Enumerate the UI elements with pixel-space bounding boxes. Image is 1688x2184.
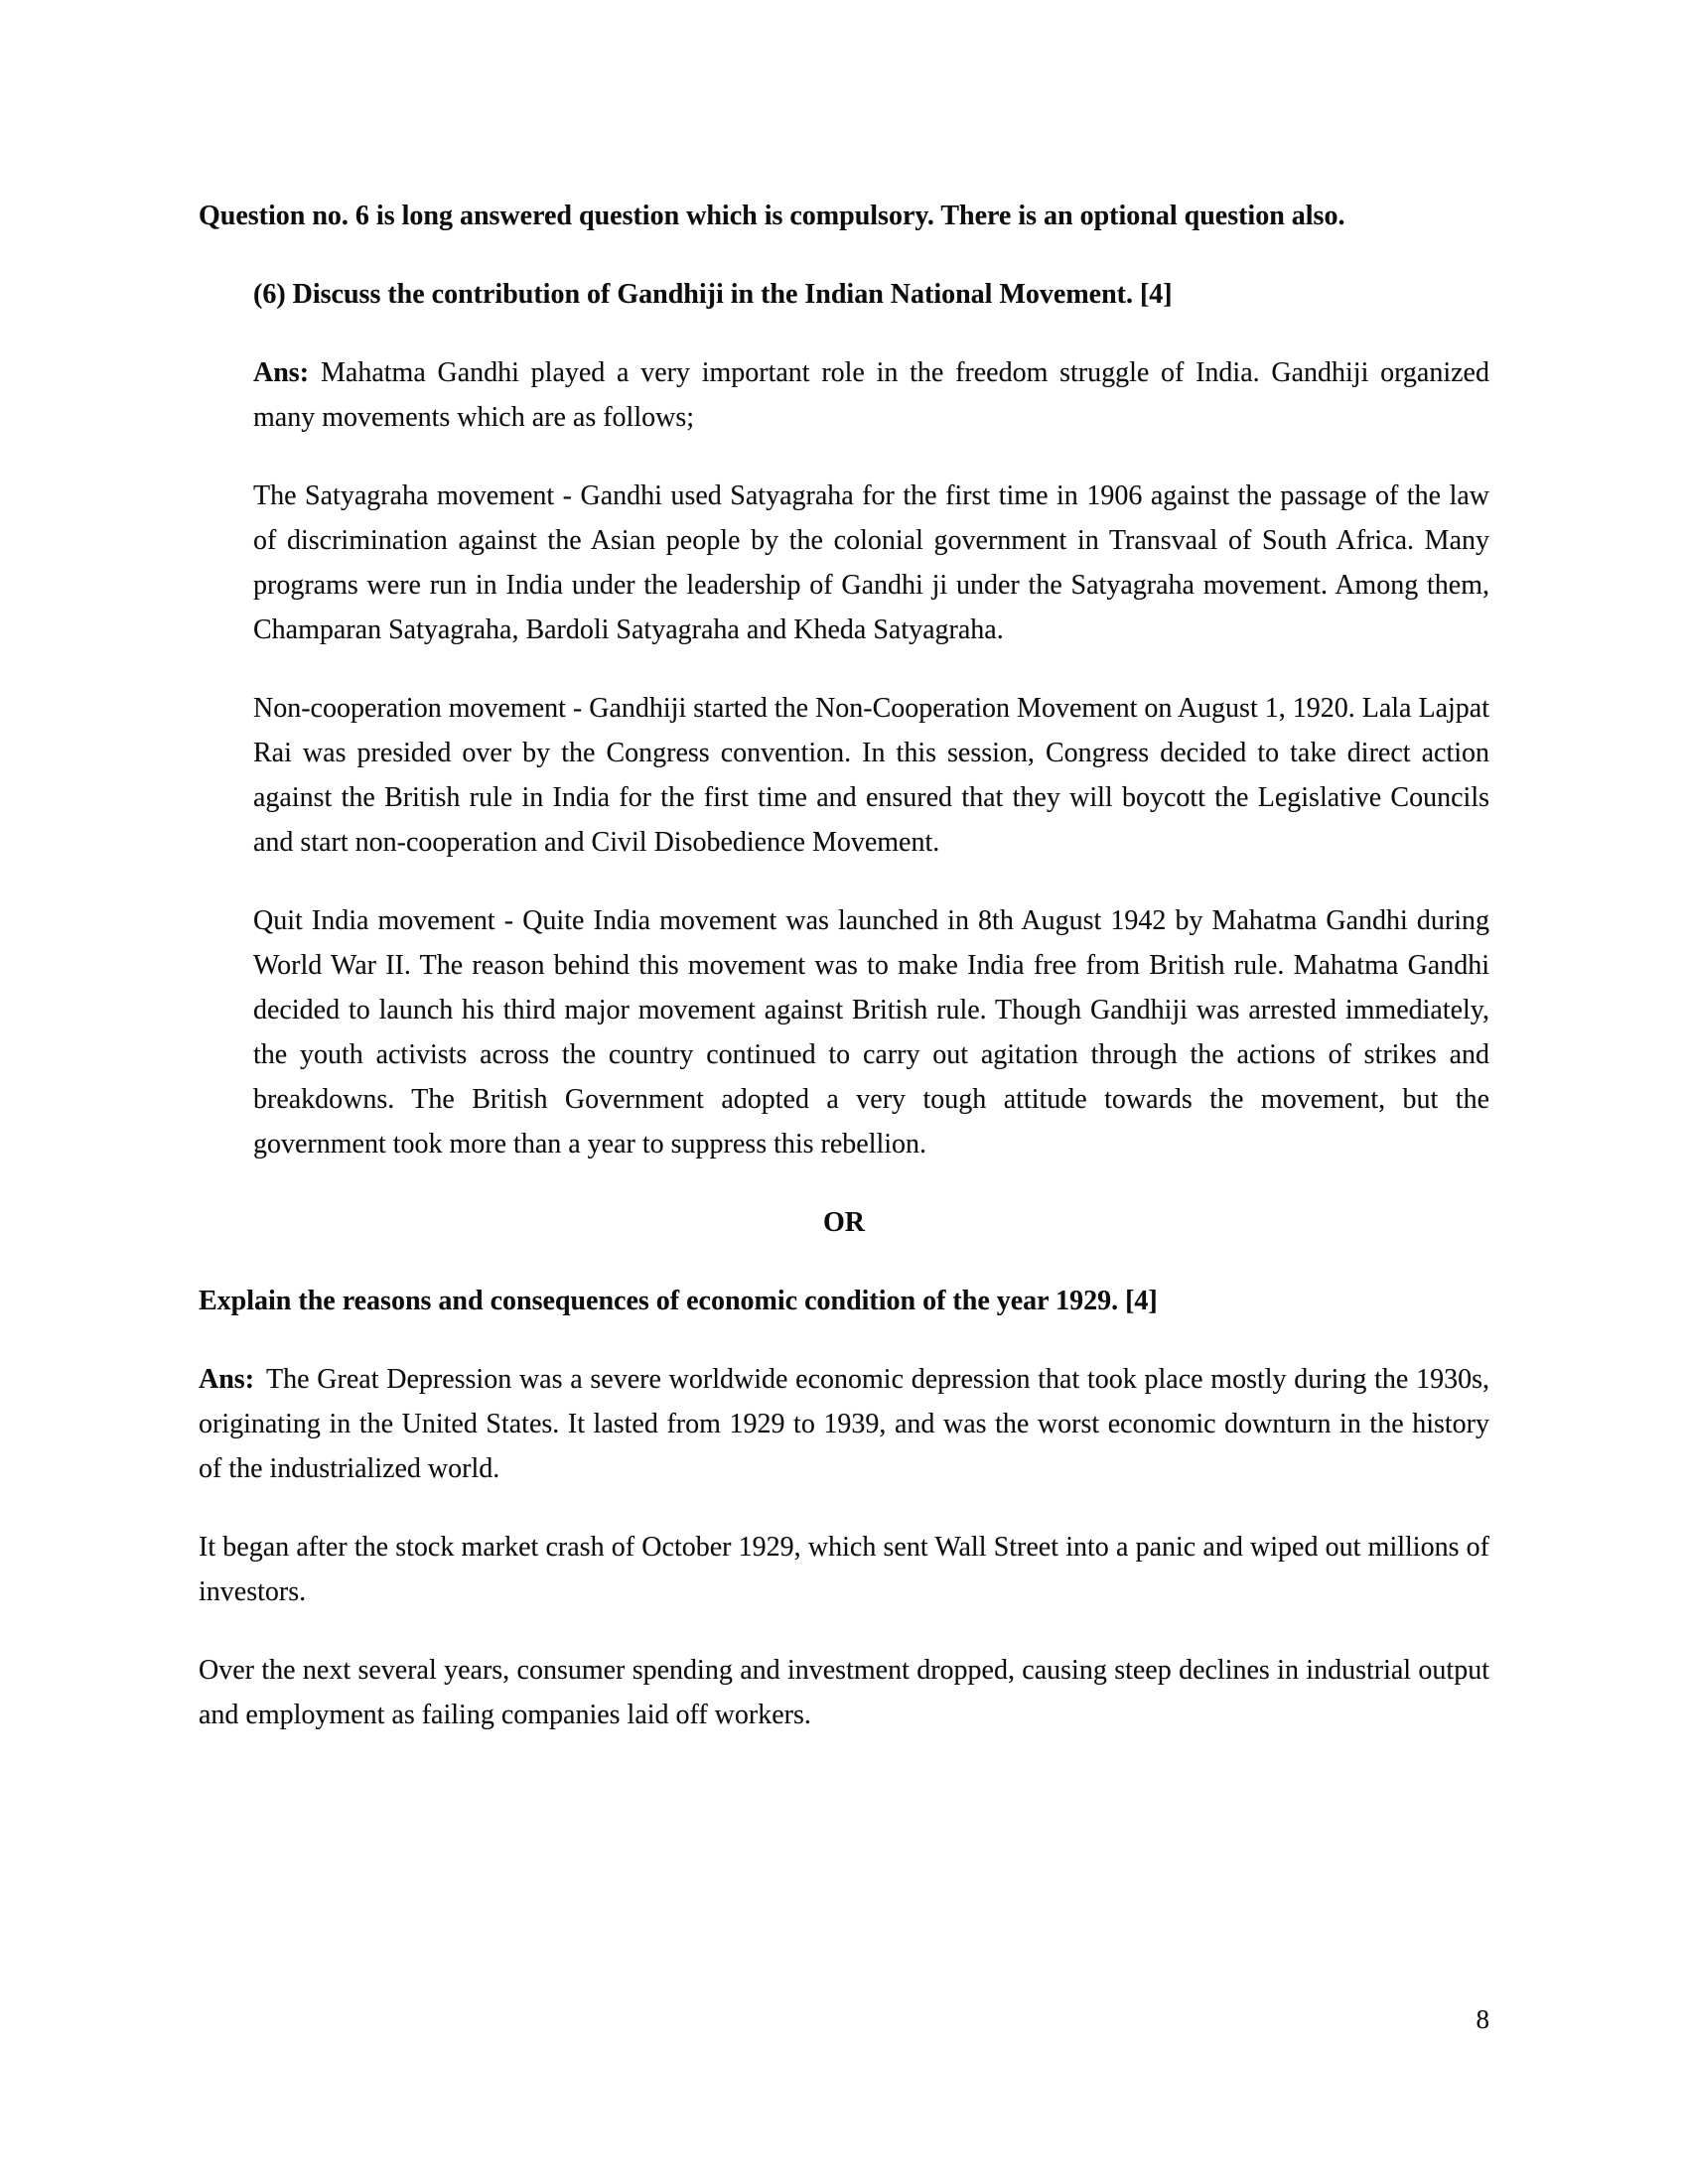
optional-question-heading: Explain the reasons and consequences of economic condition of the year 1929. [4] <box>199 1286 1158 1316</box>
non-cooperation-paragraph: Non-cooperation movement - Gandhiji started the Non-Cooperation Movement on August 1, 1920. Lala Lajpat Rai was presided over by the Congress convention. In this session, Congress decided to take direct action against the British rule in India for the first time and ensured that they will boycott the Legislative Councils and start non-cooperation and Civil Disobedience Movement. <box>253 693 1489 858</box>
answer-label: Ans: <box>199 1364 255 1395</box>
quit-india-paragraph: Quit India movement - Quite India movement was launched in 8th August 1942 by Mahatma Gandhi during World War II. The reason behind this movement was to make India free from British rule. Mahatma Gandhi decided to launch his third major movement against British rule. Though Gandhiji was arrested immediately, the youth activists across the country continued to carry out agitation through the actions of strikes and breakdowns. The British Government adopted a very tough attitude towards the movement, but the government took more than a year to suppress this rebellion. <box>253 905 1489 1160</box>
answer-intro-text: Mahatma Gandhi played a very important role in the freedom struggle of India. Gandhiji organized many movements which are as follows; <box>253 357 1489 433</box>
satyagraha-paragraph: The Satyagraha movement - Gandhi used Satyagraha for the first time in 1906 against the passage of the law of discrimination against the Asian people by the colonial government in Transvaal of South Africa. Many programs were run in India under the leadership of Gandhi ji under the Satyagraha movement. Among them, Champaran Satyagraha, Bardoli Satyagraha and Kheda Satyagraha. <box>253 480 1489 645</box>
optional-answer-intro <box>199 1357 1489 1491</box>
question-6-answer-intro <box>253 350 1489 440</box>
instruction-text: Question no. 6 is long answered question which is compulsory. There is an optional question also. <box>199 201 1345 231</box>
stock-crash-paragraph: It began after the stock market crash of October 1929, which sent Wall Street into a panic and wiped out millions of investors. <box>199 1532 1489 1607</box>
answer-label: Ans: <box>253 357 310 388</box>
consumer-spending-paragraph: Over the next several years, consumer spending and investment dropped, causing steep declines in industrial output and employment as failing companies laid off workers. <box>199 1655 1489 1730</box>
or-divider: OR <box>823 1207 865 1238</box>
document-content <box>199 194 1489 1771</box>
page-number: 8 <box>1476 2004 1489 2034</box>
optional-answer-intro-text: The Great Depression was a severe worldwide economic depression that took place mostly during the 1930s, originating in the United States. It lasted from 1929 to 1939, and was the worst economic downturn in the history of the industrialized world. <box>199 1364 1489 1484</box>
question-6-heading: (6) Discuss the contribution of Gandhiji in the Indian National Movement. [4] <box>253 279 1173 310</box>
question-6-section <box>253 272 1489 1166</box>
